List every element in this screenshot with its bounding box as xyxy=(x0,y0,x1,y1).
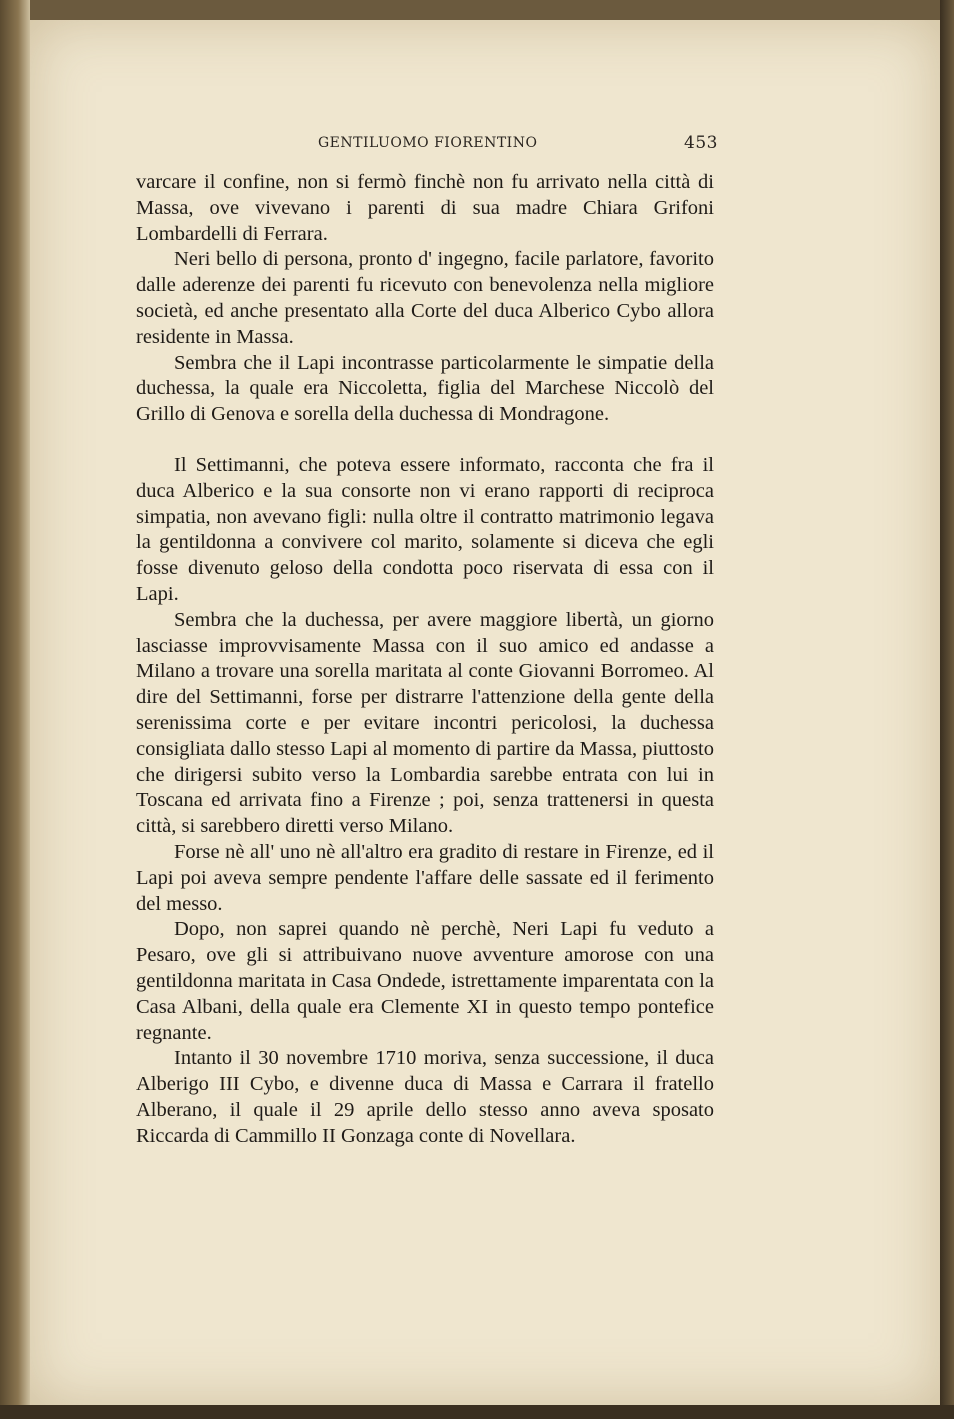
paragraph: Dopo, non saprei quando nè perchè, Neri Lapi fu veduto a Pesaro, ove gli si attribuivano nuove avventure amorose con una gentildonna maritata in Casa Ondede, istrettamente imparentata con la Casa Albani, della quale era Clemente XI in questo tempo pontefice regnante. xyxy=(136,918,714,1044)
page-header xyxy=(318,135,718,155)
paragraph: Neri bello di persona, pronto d' ingegno, facile parlatore, favorito dalle aderenze dei parenti fu ricevuto con benevolenza nella migliore società, ed anche presentato alla Corte del duca Alberico Cybo allora residente in Massa. xyxy=(136,248,714,348)
running-title: GENTILUOMO FIORENTINO xyxy=(318,135,538,151)
paragraph: Forse nè all' uno nè all'altro era gradito di restare in Firenze, ed il Lapi poi aveva sempre pendente l'affare delle sassate ed il ferimento del messo. xyxy=(136,840,714,915)
paragraph: Sembra che il Lapi incontrasse particolarmente le simpatie della duchessa, la quale era Niccoletta, figlia del Marchese Niccolò del Grillo di Genova e sorella della duchessa di Mondragone. xyxy=(136,351,714,426)
body-text xyxy=(136,170,714,1149)
paragraph: Intanto il 30 novembre 1710 moriva, senza successione, il duca Alberigo III Cybo, e divenne duca di Massa e Carrara il fratello Alberano, il quale il 29 aprile dello stesso anno aveva sposato Riccarda di Cammillo II Gonzaga conte di Novellara. xyxy=(136,1047,714,1147)
book-edge-right xyxy=(940,0,954,1419)
paragraph: Il Settimanni, che poteva essere informato, racconta che fra il duca Alberico e la sua consorte non vi erano rapporti di reciproca simpatia, non avevano figli: nulla oltre il contratto matrimonio legava la gentildonna a convivere col marito, solamente si diceva che egli fosse divenuto geloso della condotta poco riservata di essa con il Lapi. xyxy=(136,453,714,605)
paragraph: varcare il confine, non si fermò finchè non fu arrivato nella città di Massa, ove vivevano i parenti di sua madre Chiara Grifoni Lombardelli di Ferrara. xyxy=(136,171,714,245)
paragraph: Sembra che la duchessa, per avere maggiore libertà, un giorno lasciasse improvvisamente Massa con il suo amico ed andasse a Milano a trovare una sorella maritata al conte Giovanni Borromeo. Al dire del Settimanni, forse per distrarre l'attenzione della gente della serenissima corte e per evitare incontri pericolosi, la duchessa consigliata dallo stesso Lapi al momento di partire da Massa, piuttosto che dirigersi subito verso la Lombardia sarebbe entrata con lui in Toscana ed arrivata fino a Firenze ; poi, senza trattenersi in questa città, si sarebbero diretti verso Milano. xyxy=(136,608,714,838)
book-edge-bottom xyxy=(0,1405,954,1419)
page-number: 453 xyxy=(684,133,718,153)
book-gutter-left xyxy=(0,0,30,1419)
